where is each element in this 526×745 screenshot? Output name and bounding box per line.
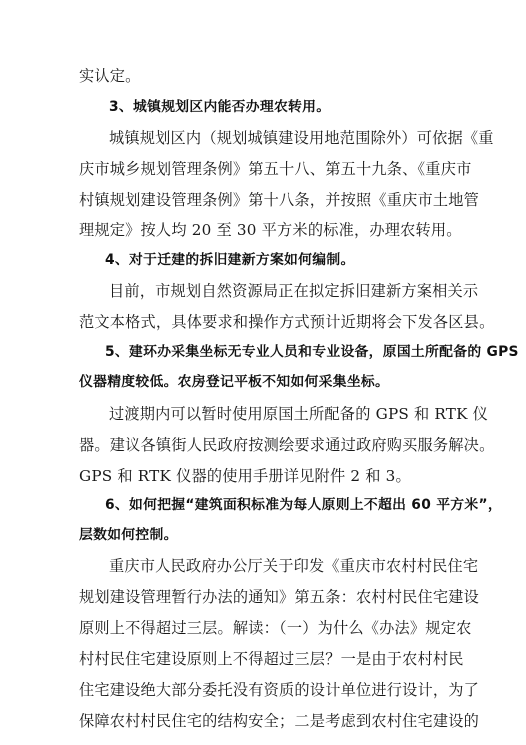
text-line: 重庆市人民政府办公厅关于印发《重庆市农村村民住宅: [109, 557, 479, 575]
text-line: 范文本格式，具体要求和操作方式预计近期将会下发各区县。: [79, 313, 495, 331]
question-heading: 5、建环办采集坐标无专业人员和专业设备，原国土所配备的 GPS: [105, 344, 519, 360]
text-line: GPS 和 RTK 仪器的使用手册详见附件 2 和 3。: [79, 467, 411, 485]
text-line: 原则上不得超过三层。解读：（一）为什么《办法》规定农: [79, 619, 472, 637]
text-line: 庆市城乡规划管理条例》第五十八、第五十九条、《重庆市: [79, 160, 472, 178]
text-line: 城镇规划区内（规划城镇建设用地范围除外）可依据《重: [109, 129, 494, 147]
text-line: 村村民住宅建设原则上不得超过三层？一是由于农村村民: [79, 650, 464, 668]
text-line: 住宅建设绝大部分委托没有资质的设计单位进行设计，为了: [79, 681, 480, 699]
question-heading: 4、对于迁建的拆旧建新方案如何编制。: [105, 252, 355, 268]
text-line: 过渡期内可以暂时使用原国土所配备的 GPS 和 RTK 仪: [109, 405, 489, 423]
text-line: 实认定。: [79, 67, 141, 85]
text-line: 目前，市规划自然资源局正在拟定拆旧建新方案相关示: [109, 282, 479, 300]
question-heading: 6、如何把握“建筑面积标准为每人原则上不超出 60 平方米”，: [105, 497, 502, 513]
question-heading: 层数如何控制。: [79, 527, 178, 543]
text-line: 器。建议各镇街人民政府按测绘要求通过政府购买服务解决。: [79, 436, 495, 454]
text-line: 规划建设管理暂行办法的通知》第五条：农村村民住宅建设: [79, 588, 480, 606]
text-line: 理规定》按人均 20 至 30 平方米的标准，办理农转用。: [79, 221, 462, 239]
text-line: 保障农村村民住宅的结构安全；二是考虑到农村住宅建设的: [79, 712, 480, 730]
question-heading: 仪器精度较低。农房登记平板不知如何采集坐标。: [79, 374, 390, 390]
question-heading: 3、城镇规划区内能否办理农转用。: [109, 99, 331, 115]
text-line: 村镇规划建设管理条例》第十八条，并按照《重庆市土地管: [79, 191, 480, 209]
